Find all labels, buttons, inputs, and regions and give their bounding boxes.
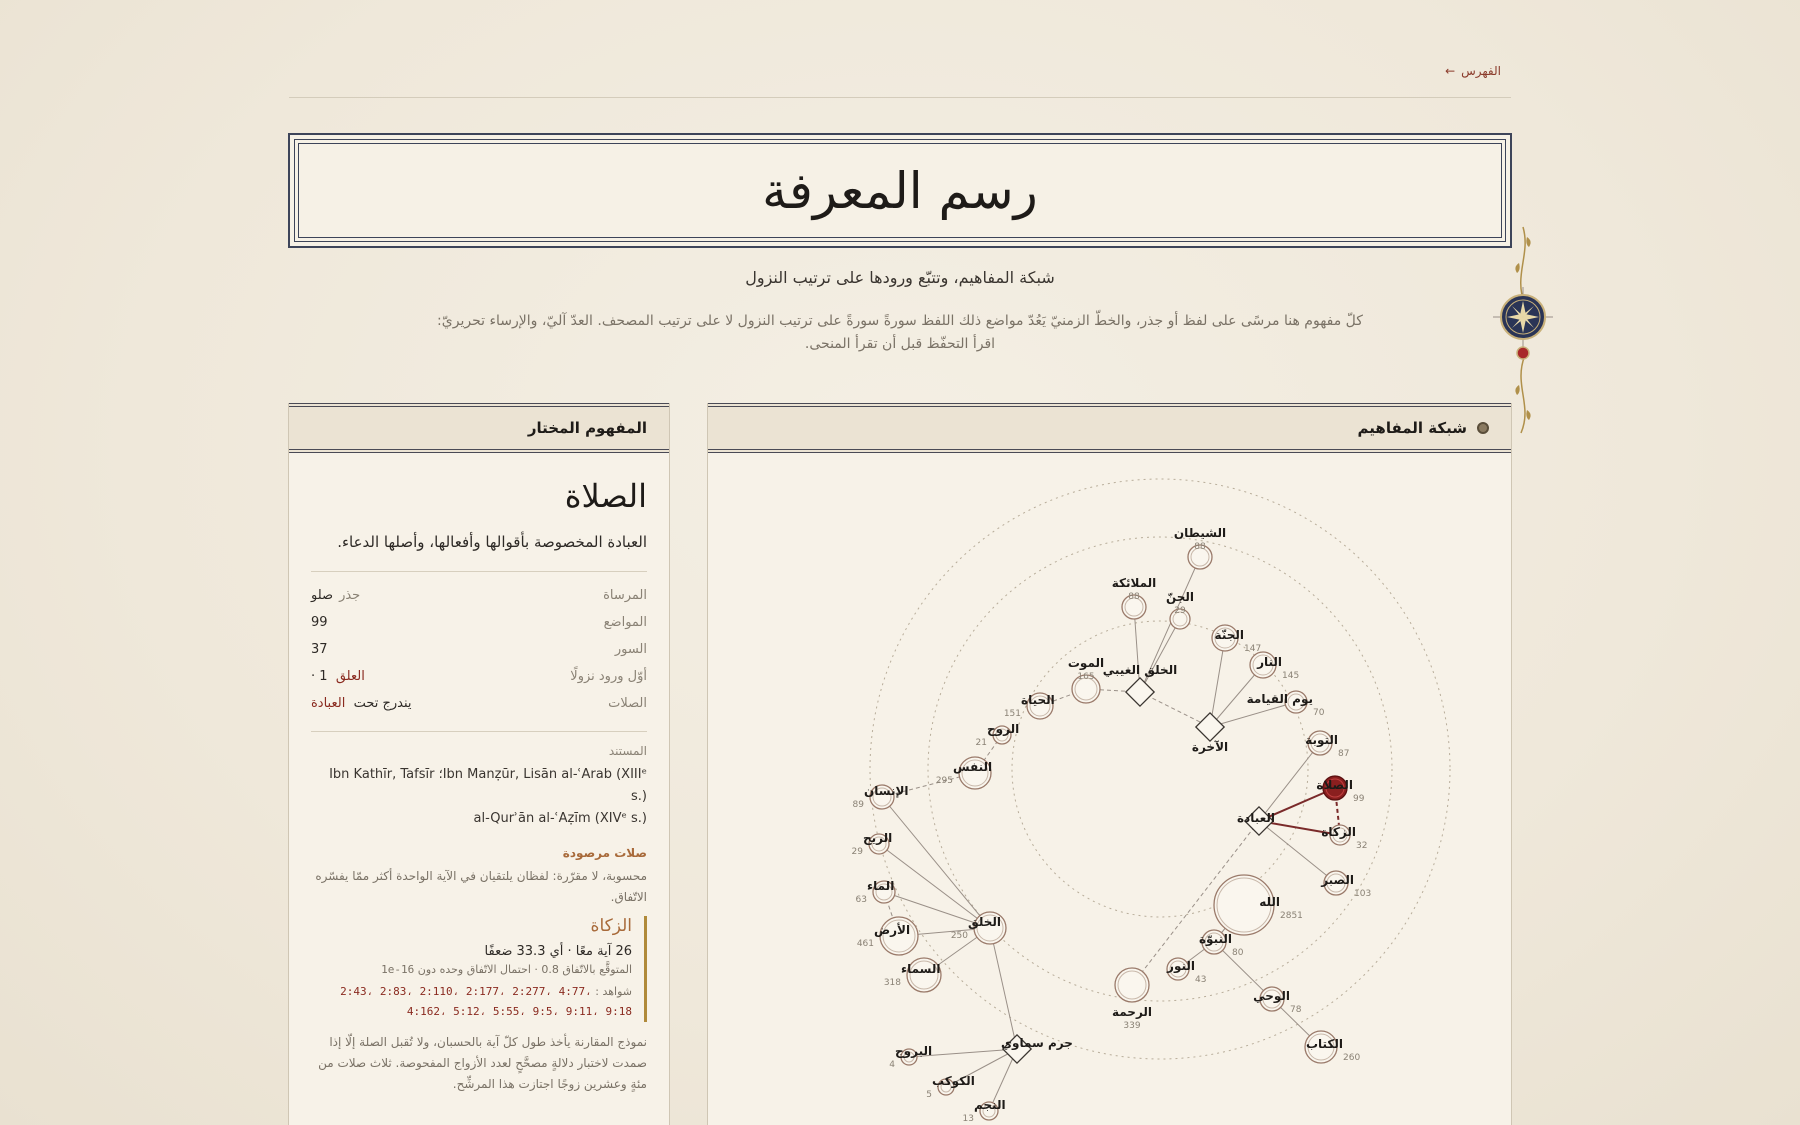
node-label: الريح: [863, 831, 893, 845]
node-count: 339: [1123, 1021, 1141, 1031]
anchor-type: جذر: [339, 588, 361, 603]
node-label: النار: [1257, 655, 1282, 669]
node-najm[interactable]: [963, 1098, 1006, 1124]
node-label: الشيطان: [1173, 526, 1227, 540]
node-count: 103: [1354, 889, 1372, 899]
occurrences-row: [311, 609, 647, 636]
link-card-expected: [311, 963, 632, 976]
first-occurrence-row: [311, 663, 647, 690]
node-nur[interactable]: [1166, 958, 1206, 985]
node-kitab[interactable]: [1305, 1031, 1360, 1063]
node-count: 32: [1356, 841, 1368, 851]
node-count: 13: [962, 1114, 974, 1124]
category-diamond: [1126, 678, 1154, 706]
selected-concept-panel: [288, 403, 670, 1125]
surahs-key: السور: [614, 642, 647, 657]
node-label: النفس: [953, 760, 993, 774]
node-zakat[interactable]: [1321, 825, 1367, 851]
node-count: 318: [883, 978, 901, 988]
node-count: 165: [1077, 672, 1095, 682]
network-bullet-icon: [1477, 422, 1489, 434]
node-akhira[interactable]: [1192, 713, 1228, 754]
observed-links-note: محسوبة، لا مقرّرة: لفظان يلتقيان في الآية الواحدة أكثر ممّا يفسّره الاتّفاق.: [315, 869, 647, 904]
source-line-1: Ibn Kathīr, Tafsīr ؛Ibn Manẓūr, Lisān al-ʿArab (XIIIᵉ s.): [329, 767, 647, 804]
node-maa[interactable]: [856, 879, 895, 905]
relations-type: يندرج تحت: [353, 696, 412, 711]
link-card-zakat[interactable]: [311, 916, 647, 1022]
title-frame: [288, 133, 1512, 248]
concept-network-header: [708, 403, 1511, 453]
relations-row: [311, 690, 647, 717]
anchor-row: [311, 582, 647, 609]
node-label: البروج: [895, 1044, 933, 1058]
node-count: 88: [1128, 592, 1140, 602]
surahs-row: [311, 636, 647, 663]
node-count: 43: [1195, 975, 1207, 985]
first-occurrence-value: [311, 669, 365, 684]
node-label: يوم القيامة: [1246, 692, 1313, 706]
divider: [311, 731, 647, 732]
link-card-stat: 26 آية معًا · أي 33.3 ضعفًا: [484, 944, 632, 959]
node-label: الصبر: [1321, 873, 1354, 887]
node-label: الملائكة: [1111, 576, 1157, 590]
node-label: الأرض: [874, 923, 911, 937]
node-count: 78: [1290, 1005, 1302, 1015]
intro-line-1: كلّ مفهوم هنا مرسًى على لفظ أو جذر، والخطّ الزمنيّ يَعُدّ مواضع ذلك اللفظ سورةً سورةً على ترتيب النزول لا على ترتيب المصحف. العدّ آليّ، والإرساء تحريريّ:: [437, 313, 1363, 329]
node-tawba[interactable]: [1305, 731, 1349, 759]
concept-name: الصلاة: [564, 477, 647, 515]
first-occurrence-key: أوّل ورود نزولًا: [570, 669, 647, 684]
node-allah[interactable]: [1214, 875, 1303, 935]
title-frame-inner: [294, 139, 1506, 242]
selected-concept-header-label: المفهوم المختار: [527, 419, 647, 437]
node-label: الله: [1259, 895, 1280, 909]
references-label: شواهد :: [595, 985, 632, 998]
selected-concept-body: [289, 453, 669, 1115]
references-line-1[interactable]: 2:43، 2:83، 2:110، 2:177، 2:277، 4:77،: [340, 985, 592, 998]
node-sabr[interactable]: [1320, 871, 1371, 899]
node-ruh[interactable]: [976, 722, 1020, 748]
occurrences-key: المواضع: [603, 615, 647, 630]
node-wahy[interactable]: [1253, 987, 1302, 1015]
node-label: الموت: [1067, 656, 1105, 670]
anchor-key: المرساة: [603, 588, 647, 603]
node-count: 80: [1232, 948, 1244, 958]
node-janna[interactable]: [1212, 625, 1261, 654]
node-count: 461: [856, 939, 874, 949]
relations-value: [311, 696, 412, 711]
node-nar[interactable]: [1250, 652, 1299, 681]
node-rih[interactable]: [852, 831, 893, 857]
node-count: 70: [1313, 708, 1325, 718]
node-label: الخلق: [968, 915, 1001, 929]
node-label: الرحمة: [1111, 1005, 1153, 1019]
node-salat[interactable]: [1316, 776, 1364, 804]
node-label: السماء: [901, 962, 941, 976]
node-count: 21: [975, 738, 987, 748]
occurrences-value: 99: [311, 615, 328, 630]
page-title: رسم المعرفة: [762, 161, 1038, 220]
intro-line-2: اقرأ التحفّظ قبل أن تقرأ المنحى.: [804, 336, 996, 352]
sources-list: [311, 764, 647, 830]
relation-parent-link[interactable]: العبادة: [311, 696, 346, 711]
node-label: الروح: [987, 722, 1020, 736]
node-label: الجنّة: [1214, 628, 1244, 642]
node-count: 99: [1353, 794, 1365, 804]
concept-circle: [1115, 968, 1149, 1002]
node-label: الكوكب: [932, 1074, 975, 1088]
node-count: 29: [1174, 606, 1186, 616]
node-label: الخلق الغيبي: [1102, 663, 1178, 677]
edge-ghaybi-akhira: [1140, 692, 1210, 727]
intro-text: [430, 310, 1370, 356]
node-jirm[interactable]: [1001, 1035, 1073, 1063]
selected-concept-header: [289, 403, 669, 453]
back-link-label: الفهرس: [1461, 64, 1501, 78]
node-label: الوحي: [1253, 989, 1290, 1003]
node-label: الماء: [867, 879, 895, 893]
first-occurrence-order: 1 ·: [311, 669, 328, 684]
node-label: الحياة: [1021, 693, 1055, 707]
node-label: جرم سماوي: [1001, 1036, 1073, 1050]
node-insan[interactable]: [853, 784, 909, 810]
node-ghaybi[interactable]: [1103, 663, 1178, 706]
observed-links-label: صلات مرصودة: [562, 846, 647, 860]
node-label: الصلاة: [1316, 778, 1353, 792]
relations-key: الصلات: [608, 696, 647, 711]
link-card-expected-text: المتوقَّع بالاتّفاق 0.8 · احتمال الاتّفاق وحده دون: [417, 963, 632, 976]
node-label: النور: [1167, 959, 1195, 973]
top-nav: [289, 56, 1511, 98]
method-note: نموذج المقارنة يأخذ طول كلّ آية بالحسبان، ولا تُقبل الصلة إلّا إذا صمدت لاختبار دلالةٍ مصحَّحٍ لعدد الأزواج المفحوصة. ثلاث صلات من مئةٍ وعشرين زوجًا اجتازت هذا المرشِّح.: [318, 1035, 647, 1091]
node-ibada[interactable]: [1237, 807, 1275, 835]
node-count: 147: [1244, 644, 1262, 654]
node-malaika[interactable]: [1112, 576, 1157, 619]
node-label: الزكاة: [1321, 825, 1356, 839]
source-line-2: al-Qurʾān al-ʿAẓīm (XIVᵉ s.): [473, 811, 647, 826]
node-count: 145: [1282, 671, 1300, 681]
node-label: الآخرة: [1191, 740, 1229, 754]
node-label: النبوّة: [1198, 932, 1232, 946]
concept-definition: العبادة المخصوصة بأقوالها وأفعالها، وأصلها الدعاء.: [337, 533, 647, 551]
node-count: 2851: [1280, 911, 1303, 921]
node-buruj[interactable]: [889, 1044, 932, 1070]
concept-network-title: شبكة المفاهيم: [1357, 419, 1467, 437]
link-card-pvalue: 1e-16: [381, 963, 415, 976]
node-kawkab[interactable]: [926, 1074, 975, 1100]
category-diamond: [1196, 713, 1224, 741]
page-subtitle: شبكة المفاهيم، وتتبّع ورودها على ترتيب النزول: [745, 268, 1055, 287]
edge-tawba-ibada: [1259, 743, 1320, 821]
sources-label: المستند: [608, 744, 647, 758]
concept-network-graph[interactable]: [708, 453, 1511, 1124]
node-nafs[interactable]: [936, 757, 992, 789]
node-rahma[interactable]: [1112, 968, 1152, 1031]
node-ard[interactable]: [857, 917, 918, 955]
node-label: العبادة: [1236, 811, 1275, 825]
link-card-title: الزكاة: [590, 916, 632, 936]
node-count: 5: [926, 1090, 932, 1100]
node-count: 29: [851, 847, 863, 857]
surahs-value: 37: [311, 642, 328, 657]
node-mawt[interactable]: [1068, 656, 1104, 703]
arrow-left-icon: ←: [1445, 64, 1456, 78]
first-occurrence-surah-link[interactable]: العلق: [335, 669, 365, 684]
edge-khalq-jirm: [990, 928, 1017, 1049]
node-count: 89: [852, 800, 864, 810]
back-to-index-link[interactable]: [1445, 64, 1501, 78]
node-label: الجنّ: [1165, 590, 1195, 604]
node-count: 250: [950, 931, 968, 941]
node-count: 88: [1194, 542, 1206, 552]
node-label: الكتاب: [1305, 1037, 1343, 1051]
node-label: التوبة: [1305, 733, 1338, 747]
anchor-root: صلو: [311, 588, 334, 603]
node-khalq[interactable]: [951, 912, 1006, 944]
concept-network-panel: [707, 403, 1512, 1125]
node-qiyama[interactable]: [1247, 691, 1325, 718]
node-count: 63: [855, 895, 867, 905]
node-count: 260: [1343, 1053, 1361, 1063]
node-count: 4: [889, 1060, 895, 1070]
node-samaa[interactable]: [884, 958, 941, 992]
node-count: 87: [1338, 749, 1350, 759]
anchor-value: [311, 588, 360, 603]
divider: [311, 571, 647, 572]
edge-insan-khalq: [882, 797, 990, 928]
node-count: 295: [935, 776, 953, 786]
edge-jinn-ghaybi: [1140, 619, 1180, 692]
node-shaytan[interactable]: [1174, 526, 1226, 569]
node-label: الإنسان: [864, 784, 909, 798]
node-label: النجم: [974, 1098, 1006, 1112]
link-card-references: [311, 982, 632, 1022]
node-hayat[interactable]: [1004, 693, 1055, 719]
node-count: 151: [1003, 709, 1021, 719]
references-line-2[interactable]: 4:162، 5:12، 5:55، 9:5، 9:11، 9:18: [406, 1005, 632, 1018]
